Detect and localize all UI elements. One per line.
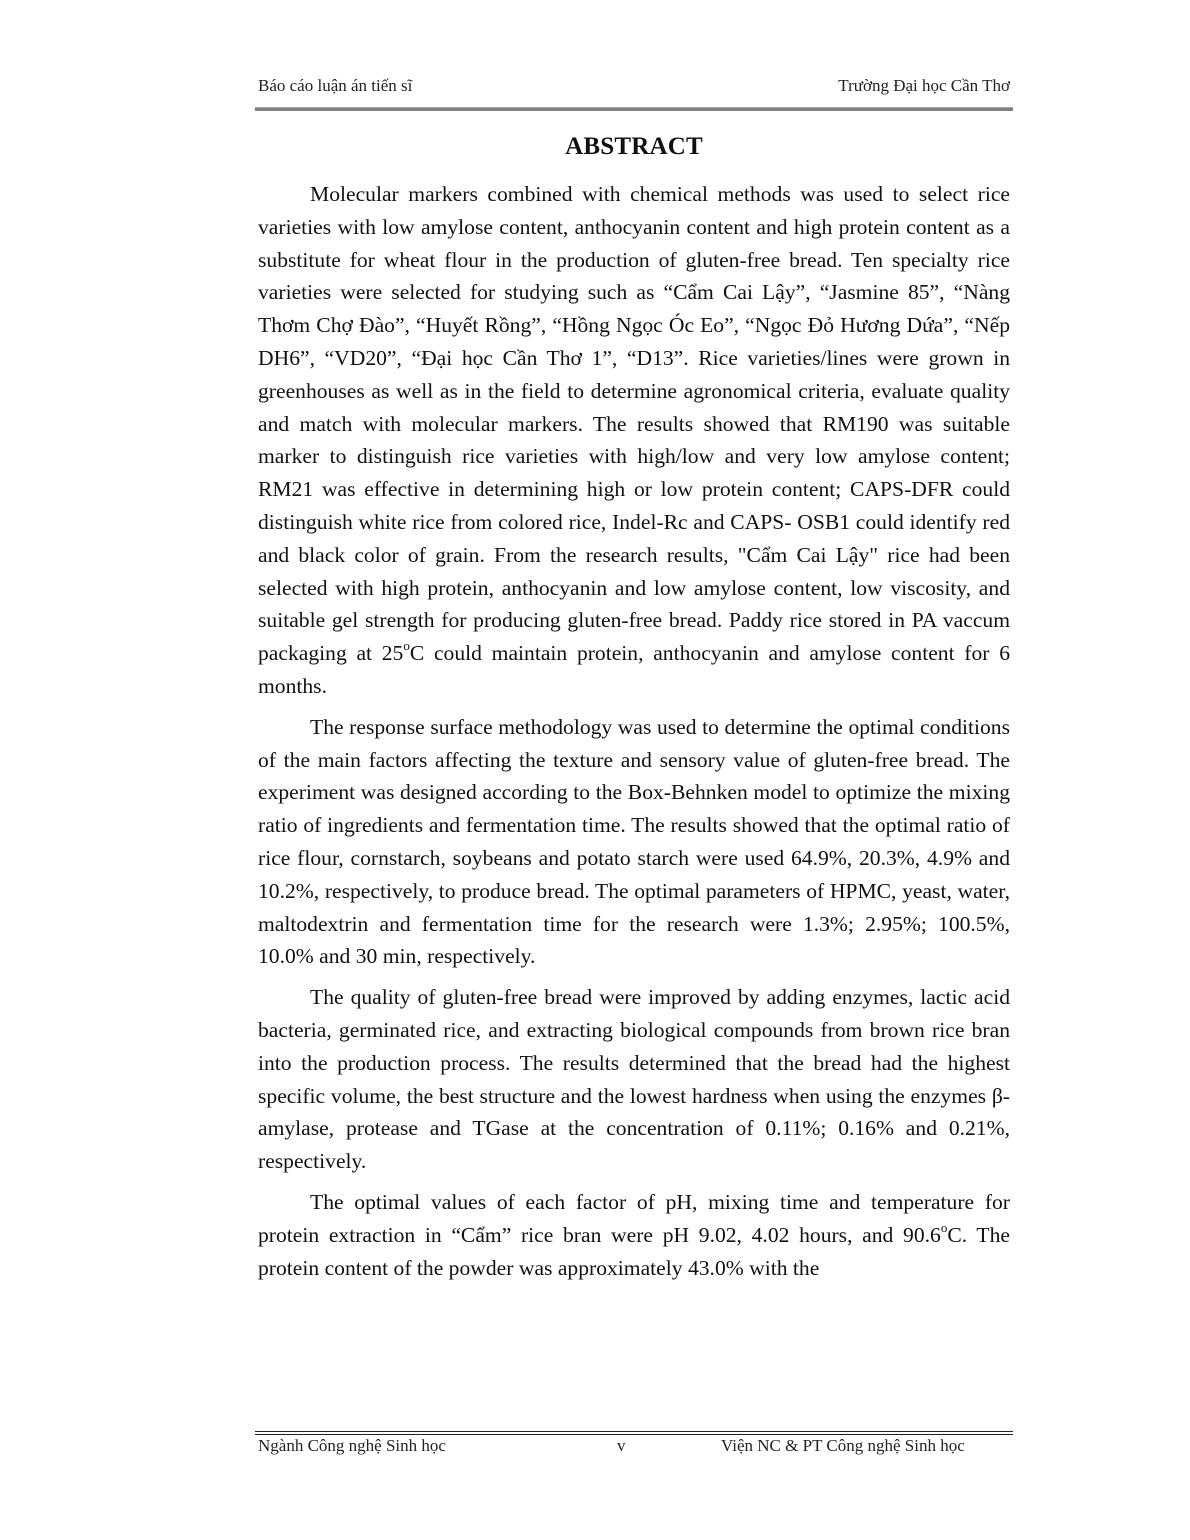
- footer-divider: [255, 1431, 1013, 1435]
- header-divider: [255, 107, 1013, 111]
- paragraph-1-text-end: C could maintain protein, anthocyanin and amylose content for 6 months.: [258, 641, 1011, 698]
- footer-left-text: Ngành Công nghệ Sinh học: [258, 1436, 446, 1455]
- degree-superscript: o: [403, 637, 410, 653]
- page-header: [255, 76, 1013, 98]
- abstract-body: [258, 178, 1010, 1284]
- paragraph-1-text: Molecular markers combined with chemical methods was used to select rice varieties with low amylose content, anthocyanin content and high protein content as a substitute for wheat flour in the production of gluten-free bread. Ten specialty rice varieties were selected for studying such as “Cẩm Cai Lậy”, “Jasmine 85”, “Nàng Thơm Chợ Đào”, “Huyết Rồng”, “Hồng Ngọc Óc Eo”, “Ngọc Đỏ Hương Dứa”, “Nếp DH6”, “VD20”, “Đại học Cần Thơ 1”, “D13”. Rice varieties/lines were grown in greenhouses as well as in the field to determine agronomical criteria, evaluate quality and match with molecular markers. The results showed that RM190 was suitable marker to distinguish rice varieties with high/low and very low amylose content; RM21 was effective in determining high or low protein content; CAPS-DFR could distinguish white rice from colored rice, Indel-Rc and CAPS- OSB1 could identify red and black color of grain. From the research results, "Cẩm Cai Lậy" rice had been selected with high protein, anthocyanin and low amylose content, low viscosity, and suitable gel strength for producing gluten-free bread. Paddy rice stored in PA vaccum packaging at 25: [258, 182, 1010, 666]
- page-footer: [255, 1436, 1013, 1458]
- page-number: v: [617, 1436, 626, 1455]
- paragraph-3: The quality of gluten-free bread were improved by adding enzymes, lactic acid bacteria, germinated rice, and extracting biological compounds from brown rice bran into the production process. The results determined that the bread had the highest specific volume, the best structure and the lowest hardness when using the enzymes β-amylase, protease and TGase at the concentration of 0.11%; 0.16% and 0.21%, respectively.: [258, 985, 1010, 1174]
- degree-superscript: o: [940, 1219, 948, 1235]
- header-right-text: Trường Đại học Cần Thơ: [838, 76, 1010, 95]
- paragraph-4-text: The optimal values of each factor of pH, mixing time and temperature for protein extraction in “Cẩm” rice bran were pH 9.02, 4.02 hours, and 90.6: [258, 1189, 1010, 1247]
- paragraph-1: [258, 178, 1010, 703]
- header-left-text: Báo cáo luận án tiến sĩ: [258, 76, 413, 95]
- paragraph-4-text-end: C. The protein content of the powder was approximately 43.0% with the: [258, 1222, 1010, 1280]
- page-title: ABSTRACT: [565, 133, 703, 160]
- footer-right-text: Viện NC & PT Công nghệ Sinh học: [721, 1436, 965, 1455]
- paragraph-2: The response surface methodology was used to determine the optimal conditions of the main factors affecting the texture and sensory value of gluten-free bread. The experiment was designed according to the Box-Behnken model to optimize the mixing ratio of ingredients and fermentation time. The results showed that the optimal ratio of rice flour, cornstarch, soybeans and potato starch were used 64.9%, 20.3%, 4.9% and 10.2%, respectively, to produce bread. The optimal parameters of HPMC, yeast, water, maltodextrin and fermentation time for the research were 1.3%; 2.95%; 100.5%, 10.0% and 30 min, respectively.: [258, 714, 1010, 969]
- paragraph-4: [258, 1186, 1010, 1284]
